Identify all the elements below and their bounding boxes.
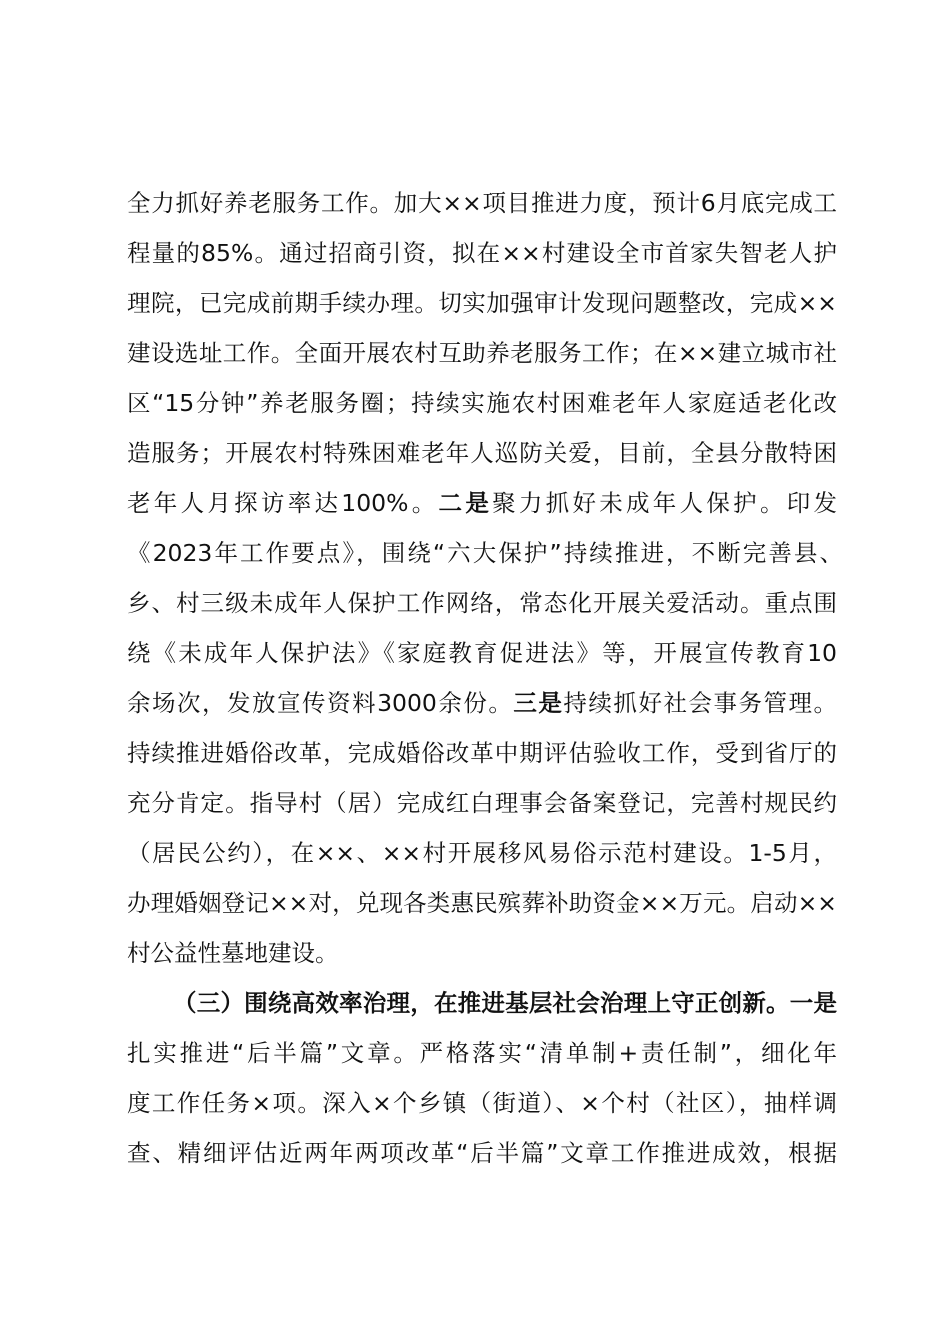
text-line: 《2023年工作要点》，围绕“六大保护”持续推进，不断完善县、 (127, 539, 843, 567)
text-line: 造服务；开展农村特殊困难老年人巡防关爱，目前，全县分散特困 (127, 439, 837, 467)
text-line: 老年人月探访率达100%。二是聚力抓好未成年人保护。印发 (127, 489, 838, 517)
text-line: 查、精细评估近两年两项改革“后半篇”文章工作推进成效，根据 (127, 1139, 837, 1167)
text-line: 绕《未成年人保护法》《家庭教育促进法》等，开展宣传教育10 (127, 639, 837, 667)
text-line: 乡、村三级未成年人保护工作网络，常态化开展关爱活动。重点围 (127, 589, 837, 617)
section-heading-line: （三）围绕高效率治理，在推进基层社会治理上守正创新。一是 (173, 989, 837, 1017)
text-line: 理院，已完成前期手续办理。切实加强审计发现问题整改，完成×× (127, 289, 837, 317)
text-line: 扎实推进“后半篇”文章。严格落实“清单制+责任制”，细化年 (127, 1039, 837, 1067)
text-line: 余场次，发放宣传资料3000余份。三是持续抓好社会事务管理。 (127, 689, 837, 717)
text-line: 度工作任务×项。深入×个乡镇（街道）、×个村（社区），抽样调 (127, 1089, 837, 1117)
emphasis-label: 三是 (513, 689, 564, 717)
text-line: 程量的85%。通过招商引资，拟在××村建设全市首家失智老人护 (127, 239, 837, 267)
text-line: 建设选址工作。全面开展农村互助养老服务工作；在××建立城市社 (127, 339, 837, 367)
text-line: 持续推进婚俗改革，完成婚俗改革中期评估验收工作，受到省厅的 (127, 739, 837, 767)
text-line: 全力抓好养老服务工作。加大××项目推进力度，预计6月底完成工 (127, 189, 837, 217)
text-line: 办理婚姻登记××对，兑现各类惠民殡葬补助资金××万元。启动×× (127, 889, 837, 917)
text-line: 充分肯定。指导村（居）完成红白理事会备案登记，完善村规民约 (127, 789, 837, 817)
text-line: 村公益性墓地建设。 (127, 939, 339, 967)
emphasis-label: 二是 (438, 489, 493, 517)
text-line: 区“15分钟”养老服务圈；持续实施农村困难老年人家庭适老化改 (127, 389, 837, 417)
text-line: （居民公约），在××、××村开展移风易俗示范村建设。1-5月， (127, 839, 837, 867)
